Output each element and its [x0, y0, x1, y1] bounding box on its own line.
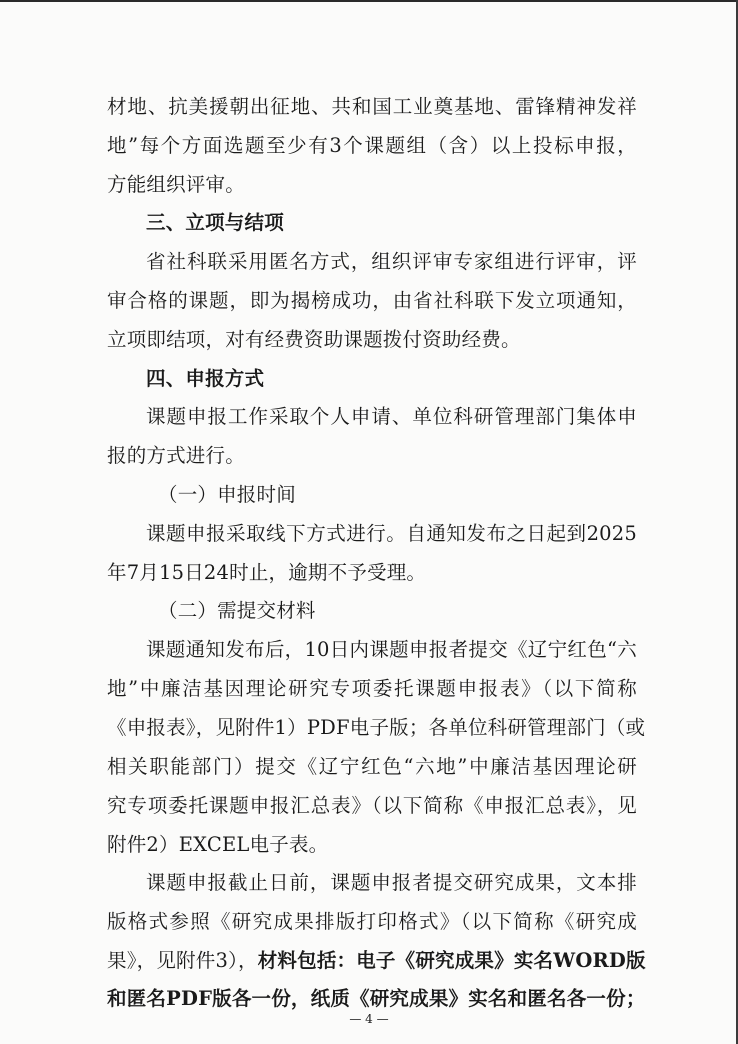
section-heading-3: 三、立项与结项 — [146, 211, 284, 234]
paragraph-line: 附件2）EXCEL电子表。 — [107, 833, 329, 856]
paragraph-line: 相关职能部门）提交《辽宁红色“六地”中廉洁基因理论研 — [107, 755, 637, 778]
paragraph-line: 究专项委托课题申报汇总表》（以下简称《申报汇总表》，见 — [107, 794, 637, 817]
paragraph-line: 审合格的课题，即为揭榜成功，由省社科联下发立项通知， — [107, 289, 637, 312]
paragraph-line: 《申报表》，见附件1）PDF电子版；各单位科研管理部门（或 — [107, 716, 646, 739]
paragraph-line: 版格式参照《研究成果排版打印格式》（以下简称《研究成 — [107, 910, 637, 933]
paragraph-line: 报的方式进行。 — [107, 444, 245, 467]
paragraph-line: 立项即结项，对有经费资助课题拨付资助经费。 — [107, 328, 521, 351]
paragraph-text-regular: 果》，见附件3）， — [107, 949, 258, 972]
paragraph-line: 课题申报截止日前，课题申报者提交研究成果，文本排 — [146, 871, 637, 894]
paragraph-line: 课题申报采取线下方式进行。自通知发布之日起到2025 — [146, 522, 637, 545]
page-border-top — [0, 0, 738, 2]
paragraph-line: 材地、抗美援朝出征地、共和国工业奠基地、雷锋精神发祥 — [107, 95, 637, 118]
page-number: — 4 — — [349, 1012, 389, 1026]
paragraph-line-mixed — [107, 948, 646, 974]
subsection-heading-1: （一）申报时间 — [158, 483, 296, 506]
paragraph-line: 地”每个方面选题至少有3个课题组（含）以上投标申报， — [107, 134, 637, 157]
subsection-heading-2: （二）需提交材料 — [158, 599, 316, 622]
paragraph-line: 课题申报工作采取个人申请、单位科研管理部门集体申 — [146, 405, 637, 428]
paragraph-line: 方能组织评审。 — [107, 173, 245, 196]
paragraph-text-bold: 材料包括：电子《研究成果》实名WORD版 — [257, 949, 646, 972]
paragraph-line: 年7月15日24时止，逾期不予受理。 — [107, 561, 427, 584]
section-heading-4: 四、申报方式 — [146, 367, 265, 390]
paragraph-line: 省社科联采用匿名方式，组织评审专家组进行评审，评 — [146, 250, 637, 273]
paragraph-line-bold: 和匿名PDF版各一份，纸质《研究成果》实名和匿名各一份； — [107, 987, 646, 1010]
paragraph-line: 地”中廉洁基因理论研究专项委托课题申报表》（以下简称 — [107, 677, 637, 700]
paragraph-line: 课题通知发布后，10日内课题申报者提交《辽宁红色“六 — [146, 638, 637, 661]
